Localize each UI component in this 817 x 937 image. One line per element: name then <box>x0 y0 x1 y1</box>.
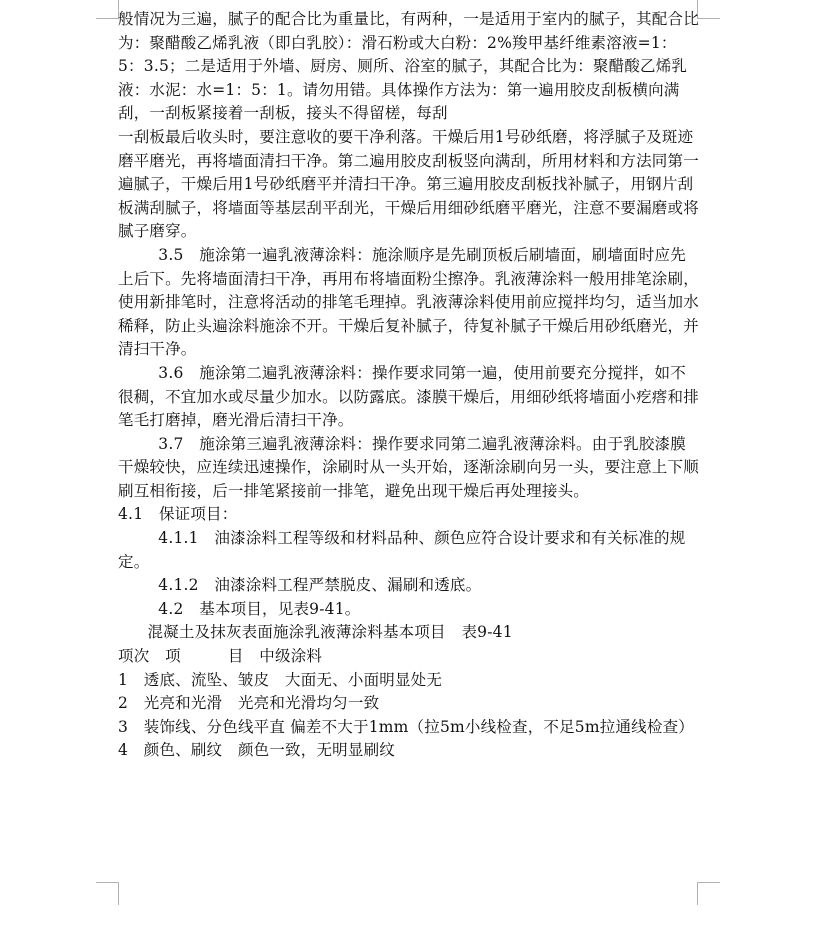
page-corner-mark-bottom-left <box>96 882 119 905</box>
paragraph-putty-sanding: 一刮板最后收头时，要注意收的要干净利落。干燥后用1号砂纸磨，将浮腻子及斑迹磨平磨光，再将墙面清扫干净。第二遍用胶皮刮板竖向满刮，所用材料和方法同第一遍腻子，干燥后用1号砂纸磨平并清扫干净。第三遍用胶皮刮板找补腻子，用钢片刮板满刮腻子，将墙面等基层刮平刮光，干燥后用细砂纸磨平磨光，注意不要漏磨或将腻子磨穿。 <box>118 127 699 241</box>
table-row: 2 光亮和光滑 光亮和光滑均匀一致 <box>118 694 380 713</box>
table-row: 1 透底、流坠、皱皮 大面无、小面明显处无 <box>118 670 443 689</box>
page-corner-mark-bottom-right <box>697 882 720 905</box>
paragraph-section-4-1-1: 4.1.1 油漆涂料工程等级和材料品种、颜色应符合设计要求和有关标准的规定。 <box>118 529 686 571</box>
paragraph-section-3-5: 3.5 施涂第一遍乳液薄涂料：施涂顺序是先刷顶板后刷墙面，刷墙面时应先上后下。先将墙面清扫干净，再用布将墙面粉尘擦净。乳液薄涂料一般用排笔涂刷，使用新排笔时，注意将活动的排笔毛理掉。乳液薄涂料使用前应搅拌均匀，适当加水稀释，防止头遍涂料施涂不开。干燥后复补腻子，待复补腻子干燥后用砂纸磨光，并清扫干净。 <box>118 245 699 359</box>
page-corner-mark-top-right <box>697 0 720 19</box>
table-header-row: 项次 项 目 中级涂料 <box>118 647 323 666</box>
document-body <box>118 8 700 763</box>
paragraph-section-4-2: 4.2 基本项目，见表9-41。 <box>158 599 361 618</box>
paragraph-putty-ratio: 般情况为三遍，腻子的配合比为重量比，有两种，一是适用于室内的腻子，其配合比为：聚醋酸乙烯乳液（即白乳胶）：滑石粉或大白粉：2%羧甲基纤维素溶液=1：5：3.5；二是适用于外墙、厨房、厕所、浴室的腻子，其配合比为：聚醋酸乙烯乳液：水泥：水=1：5：1。请勿用错。具体操作方法为：第一遍用胶皮刮板横向满刮，一刮板紧接着一刮板，接头不得留槎，每刮 <box>118 10 699 123</box>
page-corner-mark-top-left <box>96 0 119 19</box>
paragraph-section-3-7: 3.7 施涂第三遍乳液薄涂料：操作要求同第二遍乳液薄涂料。由于乳胶漆膜干燥较快，应连续迅速操作，涂刷时从一头开始，逐渐涂刷向另一头，要注意上下顺刷互相衔接，后一排笔紧接前一排笔，避免出现干燥后再处理接头。 <box>118 434 699 500</box>
table-caption: 混凝土及抹灰表面施涂乳液薄涂料基本项目 表9-41 <box>147 623 513 642</box>
paragraph-section-4-1-2: 4.1.2 油漆涂料工程严禁脱皮、漏刷和透底。 <box>158 576 482 595</box>
table-row: 4 颜色、刷纹 颜色一致，无明显刷纹 <box>118 741 395 760</box>
table-row: 3 装饰线、分色线平直 偏差不大于1mm（拉5m小线检查，不足5m拉通线检查） <box>118 717 694 736</box>
paragraph-section-3-6: 3.6 施涂第二遍乳液薄涂料：操作要求同第一遍，使用前要充分搅拌，如不很稠，不宜加水或尽量少加水。以防露底。漆膜干燥后，用细砂纸将墙面小疙瘩和排笔毛打磨掉，磨光滑后清扫干净。 <box>118 363 699 430</box>
heading-section-4-1: 4.1 保证项目： <box>118 505 238 524</box>
